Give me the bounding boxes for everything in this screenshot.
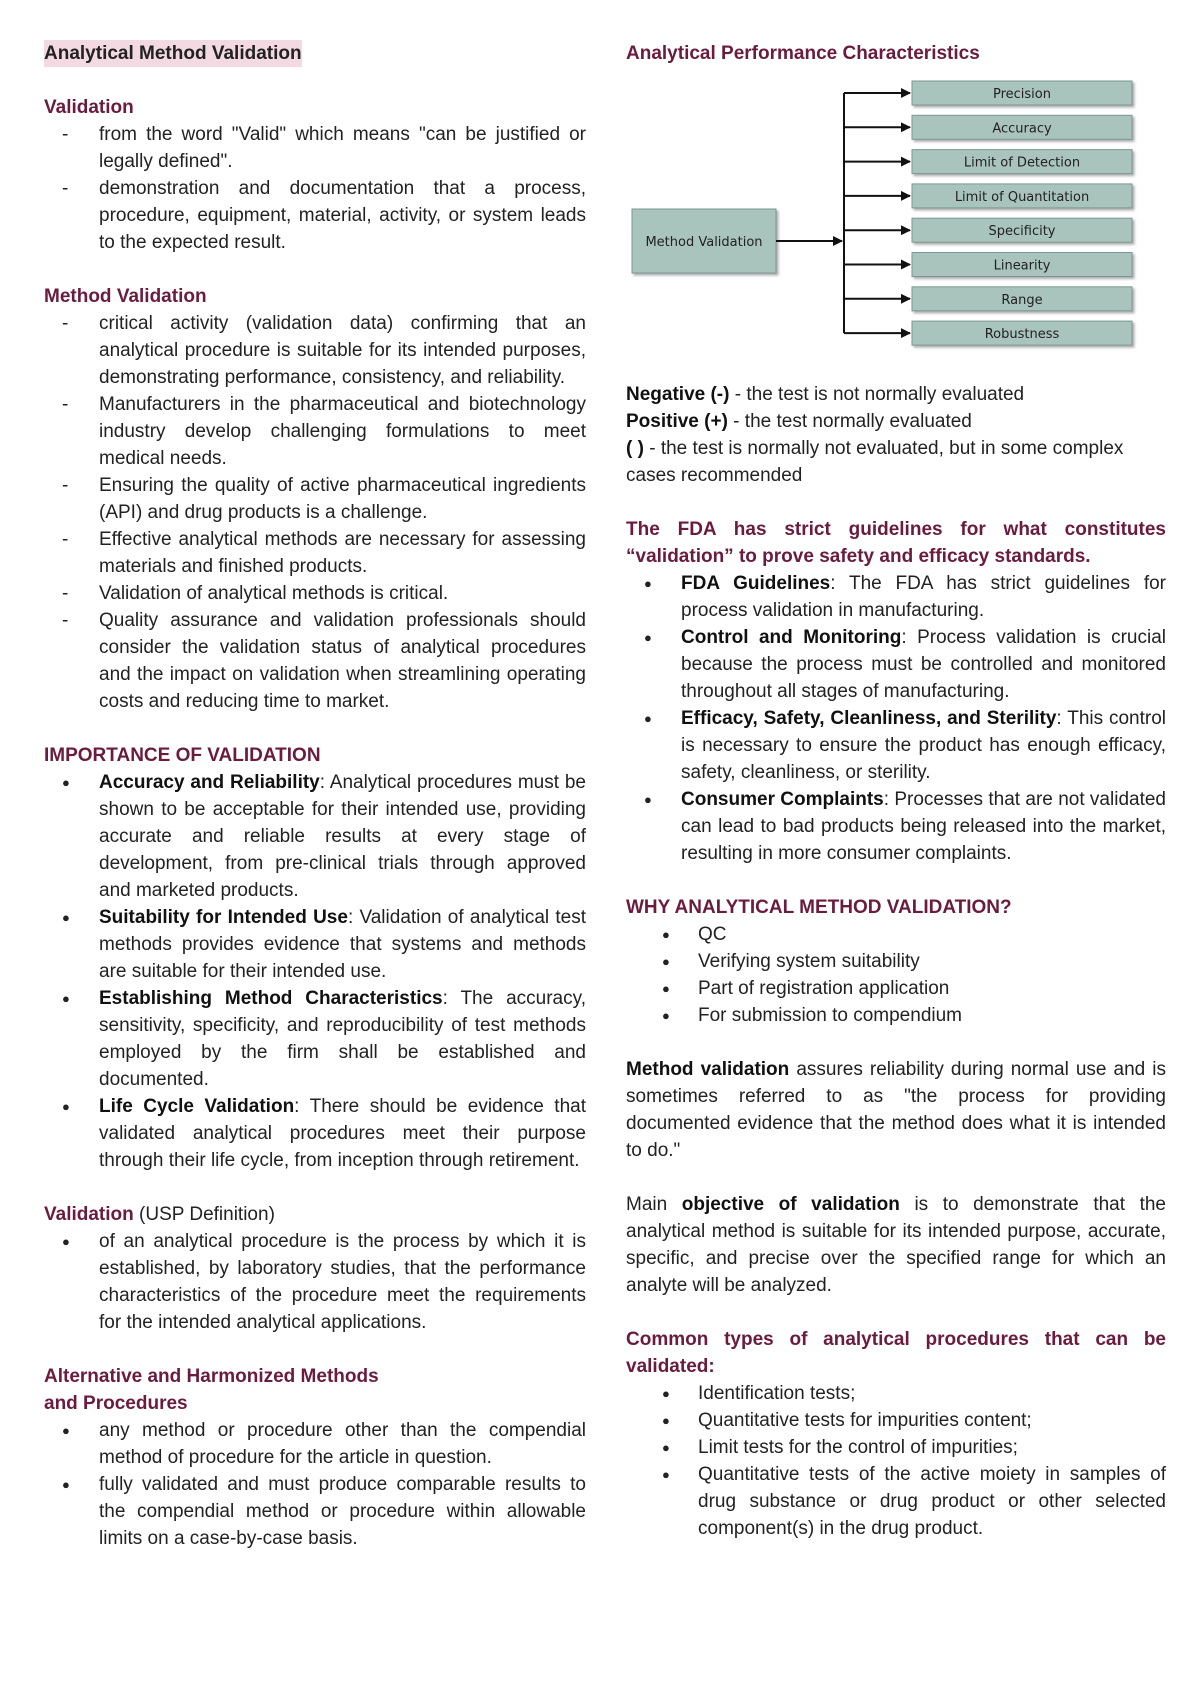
item-text: : There should be evidence that validated analytical procedures meet their purpose through their life cycle, from inception through retirement. xyxy=(99,1096,586,1171)
item-term: Efficacy, Safety, Cleanliness, and Sterility xyxy=(681,708,1057,729)
item-text: : Process validation is crucial because the process must be controlled and monitored throughout all stages of manufacturing. xyxy=(681,627,1167,702)
left-column xyxy=(44,40,586,1552)
why-heading: WHY ANALYTICAL METHOD VALIDATION? xyxy=(626,897,1012,918)
list-item xyxy=(44,985,586,1093)
legend-term: Positive (+) xyxy=(626,411,728,432)
diagram-target-label: Linearity xyxy=(993,258,1051,274)
item-text: : Processes that are not validated can lead to bad products being released into the market, resulting in more consumer complaints. xyxy=(681,789,1166,864)
item-term: Consumer Complaints xyxy=(681,789,884,810)
list-item xyxy=(626,705,1166,786)
diagram-source-node xyxy=(632,209,776,273)
para-term: objective of validation xyxy=(681,1194,900,1215)
method-validation-heading: Method Validation xyxy=(44,286,207,307)
usp-list xyxy=(44,1228,586,1336)
item-text: : This control is necessary to ensure the product has enough efficacy, safety, cleanliness, or sterility. xyxy=(681,708,1166,783)
item-term: Establishing Method Characteristics xyxy=(99,988,443,1009)
list-item: ● any method or procedure other than the compendial method of procedure for the article in question. xyxy=(44,1417,586,1471)
list-item: ● Identification tests; xyxy=(626,1380,1166,1407)
list-item: ● Verifying system suitability xyxy=(626,948,1166,975)
para-text: is to demonstrate that the analytical method is suitable for its intended purpose, accurate, specific, and precise over the specified range for which an analyte will be analyzed. xyxy=(626,1194,1166,1296)
diagram-target-label: Accuracy xyxy=(992,121,1052,137)
legend-text: - the test normally evaluated xyxy=(727,411,972,432)
fda-list xyxy=(626,570,1166,867)
item-text: : The FDA has strict guidelines for process validation in manufacturing. xyxy=(681,573,1166,621)
legend-term: ( ) xyxy=(626,438,644,459)
legend-term: Negative (-) xyxy=(626,384,730,405)
right-column xyxy=(626,40,1166,1542)
method-validation-paragraph xyxy=(626,1056,1166,1164)
list-item: - Ensuring the quality of active pharmaceutical ingredients (API) and drug products is a challenge. xyxy=(44,472,586,526)
diagram-target-label: Limit of Quantitation xyxy=(954,189,1090,205)
diagram-target-node xyxy=(912,150,1132,174)
list-item: ● Part of registration application xyxy=(626,975,1166,1002)
legend-positive xyxy=(626,408,1166,435)
list-item: - Quality assurance and validation professionals should consider the validation status of analytical procedures and the impact on validation when streamlining operating costs and reducing time to market. xyxy=(44,607,586,715)
list-item: ● Quantitative tests of the active moiety in samples of drug substance or drug product or other selected component(s) in the drug product. xyxy=(626,1461,1166,1542)
method-validation-list xyxy=(44,310,586,715)
alternative-heading-line2: and Procedures xyxy=(44,1393,188,1414)
diagram-target-node xyxy=(912,115,1132,139)
diagram-target-node xyxy=(912,81,1132,105)
para-prefix: Main xyxy=(626,1194,682,1215)
validation-list xyxy=(44,121,586,256)
legend-text: - the test is normally not evaluated, but in some complex cases recommended xyxy=(626,438,1124,486)
document-title: Analytical Method Validation xyxy=(44,40,302,67)
diagram-target-node xyxy=(912,184,1132,208)
para-text: assures reliability during normal use and is sometimes referred to as "the process for providing documented evidence that the method does what it is intended to do." xyxy=(626,1059,1167,1161)
item-text: : Analytical procedures must be shown to be acceptable for their intended use, providing accurate and reliable results at every stage of development, from pre-clinical trials through approved and marketed products. xyxy=(99,772,586,901)
list-item: - Manufacturers in the pharmaceutical and biotechnology industry develop challenging formulations to meet medical needs. xyxy=(44,391,586,472)
diagram-target-node xyxy=(912,218,1132,242)
legend-parentheses xyxy=(626,435,1166,489)
item-text: : The accuracy, sensitivity, specificity, and reproducibility of test methods employed by the firm shall be established and documented. xyxy=(99,988,586,1090)
why-list xyxy=(626,921,1166,1029)
importance-heading: IMPORTANCE OF VALIDATION xyxy=(44,745,321,766)
diagram-target-label: Precision xyxy=(992,87,1052,102)
diagram-target-node xyxy=(912,253,1132,277)
alternative-heading-line1: Alternative and Harmonized Methods xyxy=(44,1366,379,1387)
item-term: Life Cycle Validation xyxy=(99,1096,295,1117)
common-types-heading: Common types of analytical procedures that can be validated: xyxy=(626,1329,1166,1377)
list-item xyxy=(626,786,1166,867)
validation-heading: Validation xyxy=(44,97,134,118)
list-item: ● fully validated and must produce comparable results to the compendial method or procedure within allowable limits on a case-by-case basis. xyxy=(44,1471,586,1552)
para-term: Method validation xyxy=(626,1059,790,1080)
list-item: - Validation of analytical methods is critical. xyxy=(44,580,586,607)
importance-list xyxy=(44,769,586,1174)
diagram-target-label: Robustness xyxy=(984,327,1060,343)
list-item: - demonstration and documentation that a process, procedure, equipment, material, activity, or system leads to the expected result. xyxy=(44,175,586,256)
list-item: ● Limit tests for the control of impurities; xyxy=(626,1434,1166,1461)
list-item xyxy=(626,624,1166,705)
list-item: ● of an analytical procedure is the process by which it is established, by laboratory studies, that the performance characteristics of the procedure meet the requirements for the intended analytical applications. xyxy=(44,1228,586,1336)
usp-heading-suffix: (USP Definition) xyxy=(133,1204,275,1225)
list-item: - from the word "Valid" which means "can be justified or legally defined". xyxy=(44,121,586,175)
diagram-source-label: Method Validation xyxy=(645,235,763,250)
item-term: FDA Guidelines xyxy=(681,573,831,594)
diagram-target-label: Limit of Detection xyxy=(963,155,1081,171)
usp-heading xyxy=(44,1201,586,1228)
diagram-target-label: Specificity xyxy=(988,224,1056,240)
list-item: ● For submission to compendium xyxy=(626,1002,1166,1029)
legend-text: - the test is not normally evaluated xyxy=(729,384,1025,405)
common-types-list xyxy=(626,1380,1166,1542)
list-item: - Effective analytical methods are necessary for assessing materials and finished products. xyxy=(44,526,586,580)
list-item xyxy=(626,570,1166,624)
list-item: ● QC xyxy=(626,921,1166,948)
legend-negative xyxy=(626,381,1166,408)
diagram-target-node xyxy=(912,287,1132,311)
item-term: Suitability for Intended Use xyxy=(99,907,348,928)
usp-heading-label: Validation xyxy=(44,1204,134,1225)
fda-heading: The FDA has strict guidelines for what constitutes “validation” to prove safety and efficacy standards. xyxy=(626,519,1166,567)
item-text: : Validation of analytical test methods provides evidence that systems and methods are suitable for their intended use. xyxy=(99,907,586,982)
list-item xyxy=(44,904,586,985)
item-term: Control and Monitoring xyxy=(681,627,902,648)
method-validation-diagram xyxy=(626,71,1166,371)
objective-paragraph xyxy=(626,1191,1166,1299)
diagram-target-node xyxy=(912,321,1132,345)
diagram-target-label: Range xyxy=(1001,292,1043,308)
list-item xyxy=(44,769,586,904)
item-term: Accuracy and Reliability xyxy=(99,772,320,793)
alternative-list xyxy=(44,1417,586,1552)
diagram-svg xyxy=(626,71,1166,371)
list-item xyxy=(44,1093,586,1174)
characteristics-heading: Analytical Performance Characteristics xyxy=(626,43,980,64)
list-item: ● Quantitative tests for impurities content; xyxy=(626,1407,1166,1434)
list-item: - critical activity (validation data) confirming that an analytical procedure is suitable for its intended purposes, demonstrating performance, consistency, and reliability. xyxy=(44,310,586,391)
